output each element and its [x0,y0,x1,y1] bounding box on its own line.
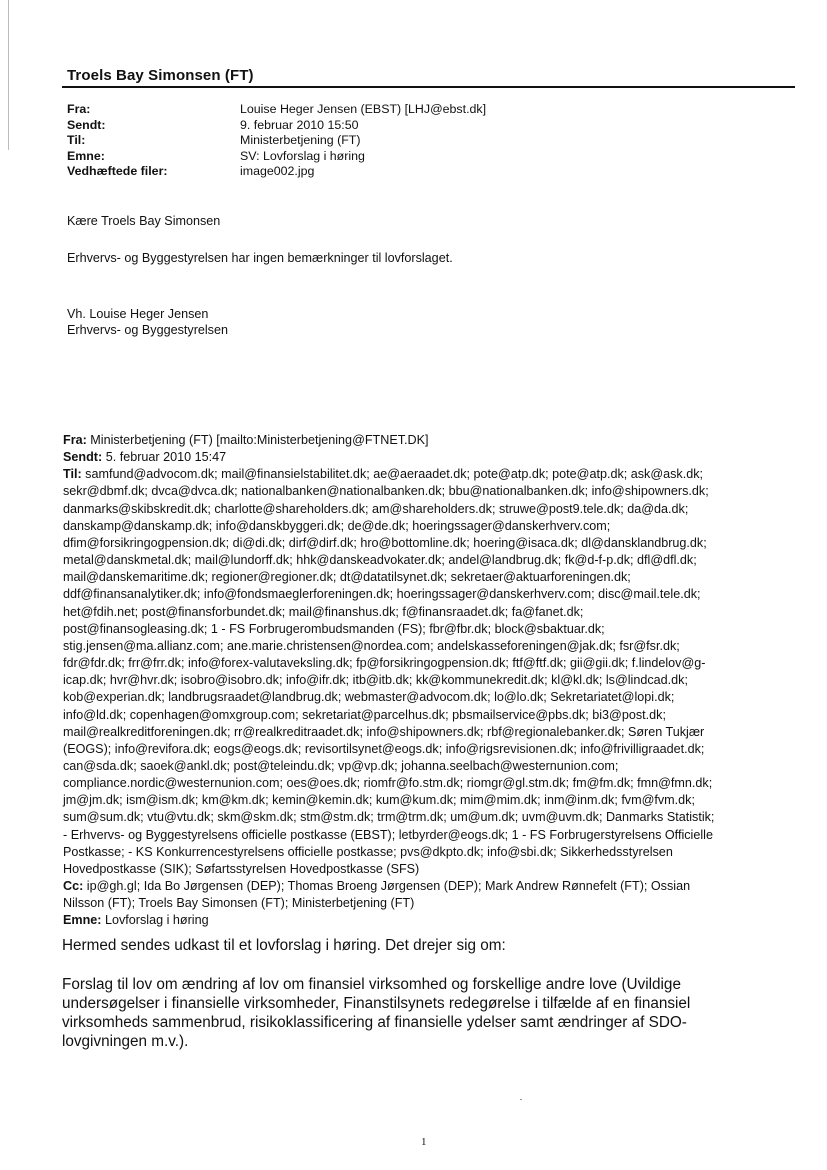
cc-line: Cc: ip@gh.gl; Ida Bo Jørgensen (DEP); Thomas Broeng Jørgensen (DEP); Mark Andrew Rønnefelt (FT); Ossian [63,879,691,894]
page-number: 1 [421,1136,427,1148]
cc-line: Nilsson (FT); Troels Bay Simonsen (FT); Ministerbetjening (FT) [63,896,415,911]
recipient-line: Postkasse; - KS Konkurrencestyrelsens officielle postkasse; pvs@dkpto.dk; info@sbi.dk; Sikkerhedsstyrelsen [63,844,673,859]
recipient-line: kob@experian.dk; landbrugsraadet@landbrug.dk; webmaster@advocom.dk; lo@lo.dk; Sekretariatet@lopi.dk; [63,690,675,705]
header-value: Louise Heger Jensen (EBST) [LHJ@ebst.dk] [240,102,487,116]
reply-greeting: Kære Troels Bay Simonsen [67,214,221,228]
header-label: Til: [67,133,86,148]
recipient-line: info@ld.dk; copenhagen@omxgroup.com; sekretariat@parcelhus.dk; pbsmailservice@pbs.dk; bi3@post.dk; [63,707,666,722]
email-header [67,102,486,180]
header-row-sent [67,118,486,134]
recipient-line: Til: samfund@advocom.dk; mail@finansielstabilitet.dk; ae@aeraadet.dk; pote@atp.dk; pote@atp.dk; ask@ask.dk; [63,467,704,482]
recipient-line: sum@sum.dk; vtu@vtu.dk; skm@skm.dk; stm@stm.dk; trm@trm.dk; um@um.dk; uvm@uvm.dk; Danmarks Statistik; [63,810,715,825]
page-title: Troels Bay Simonsen (FT) [67,67,254,84]
reply-message: Erhvervs- og Byggestyrelsen har ingen bemærkninger til lovforslaget. [67,251,453,265]
recipient-line: fdr@fdr.dk; frr@frr.dk; info@forex-valutaveksling.dk; fp@forsikringogpension.dk; ftf@ftf.dk; gii@gii.dk; f.lindelov@g- [63,656,706,671]
proposal-text [62,975,802,1051]
header-row-from [67,102,486,118]
recipient-line: metal@danskmetal.dk; mail@lundorff.dk; hhk@danskeadvokater.dk; andel@landbrug.dk; fk@d-f-p.dk; dfl@dfl.dk; [63,553,697,568]
forwarded-sent: Sendt: 5. februar 2010 15:47 [63,450,227,465]
recipient-line: ddf@finansanalytiker.dk; info@fondsmaeglerforeningen.dk; hoeringssager@danskerhverv.com; disc@mail.tele.dk; [63,587,701,602]
recipient-line: sekr@dbmf.dk; dvca@dvca.dk; nationalbanken@nationalbanken.dk; bbu@nationalbanken.dk; info@shipowners.dk; [63,484,709,499]
header-label: Sendt: [67,117,106,132]
reply-sign-off: Vh. Louise Heger Jensen [67,307,209,321]
recipient-line: mail@danskemaritime.dk; regioner@regioner.dk; dt@datatilsynet.dk; sekretaer@aktuarforeningen.dk; [63,570,631,585]
reply-sign-org: Erhvervs- og Byggestyrelsen [67,323,228,337]
header-label: Vedhæftede filer: [67,164,168,179]
proposal-line: Forslag til lov om ændring af lov om finansiel virksomhed og forskellige andre love (Uvildige [62,976,681,993]
header-label: Fra: [67,102,91,116]
recipient-line: het@fdih.net; post@finansforbundet.dk; mail@finanshus.dk; f@finansraadet.dk; fa@fanet.dk; [63,604,584,619]
recipient-line: - Erhvervs- og Byggestyrelsens officielle postkasse (EBST); letbyrder@eogs.dk; 1 - FS Forbrugerstyrelsens Officielle [63,827,713,842]
recipient-line: danmarks@skibskredit.dk; charlotte@shareholders.dk; am@shareholders.dk; struwe@post9.tele.dk; da@da.dk; [63,501,689,516]
recipient-line: dfim@forsikringogpension.dk; di@di.dk; dirf@dirf.dk; hro@bottomline.dk; hoering@isaca.dk; dl@dansklandbrug.dk; [63,535,707,550]
title-divider [62,86,795,88]
recipient-line: mail@realkreditforeningen.dk; rr@realkreditraadet.dk; info@shipowners.dk; rbf@regionalebanker.dk; Søren Tukjær [63,724,705,739]
scan-edge-line [8,0,9,150]
recipient-line: Hovedpostkasse (SIK); Søfartsstyrelsen Hovedpostkasse (SFS) [63,861,420,876]
forwarded-to [63,466,798,878]
intro-text: Hermed sendes udkast til et lovforslag i høring. Det drejer sig om: [62,937,506,954]
recipient-line: icap.dk; hvr@hvr.dk; isobro@isobro.dk; info@ifr.dk; itb@itb.dk; kk@kommunekredit.dk; kl@kl.dk; ls@lindcad.dk; [63,673,688,688]
forwarded-from: Fra: Ministerbetjening (FT) [mailto:Ministerbetjening@FTNET.DK] [63,433,429,447]
recipient-line: jm@jm.dk; ism@ism.dk; km@km.dk; kemin@kemin.dk; kum@kum.dk; mim@mim.dk; inm@inm.dk; fvm@fvm.dk; [63,793,695,808]
forwarded-cc [63,878,798,912]
recipient-line: compliance.nordic@westernunion.com; oes@oes.dk; riomfr@fo.stm.dk; riomgr@gl.stm.dk; fm@fm.dk; fmn@fmn.dk; [63,776,713,791]
header-row-attachments [67,164,486,180]
recipient-line: can@sda.dk; saoek@ankl.dk; post@teleindu.dk; vp@vp.dk; johanna.seelbach@westernunion.com; [63,758,619,773]
header-value: SV: Lovforslag i høring [240,148,365,163]
header-value: Ministerbetjening (FT) [240,133,361,148]
header-row-to [67,133,486,149]
recipient-line: danskamp@danskamp.dk; info@danskbyggeri.dk; de@de.dk; hoeringssager@danskerhverv.com; [63,518,611,533]
header-label: Emne: [67,148,105,163]
recipient-line: (EOGS); info@revifora.dk; eogs@eogs.dk; revisortilsynet@eogs.dk; info@rigsrevisionen.dk; info@frivilligraadet.dk; [63,741,705,756]
forwarded-header [63,432,798,930]
proposal-line: virksomheds sammenbrud, risikoklassificering af finansielle ydelser samt ændringer af SDO- [62,1014,687,1031]
proposal-line: lovgivningen m.v.). [62,1033,189,1050]
recipient-line: stig.jensen@ma.allianz.com; ane.marie.christensen@nordea.com; andelskasseforeningen@jak.dk; fsr@fsr.dk; [63,638,680,653]
scan-speck [520,1099,522,1100]
forwarded-subject: Emne: Lovforslag i høring [63,913,209,928]
attachment-filename: image002.jpg [240,164,315,179]
recipient-line: post@finansogleasing.dk; 1 - FS Forbrugerombudsmanden (FS); fbr@fbr.dk; block@sbaktuar.dk; [63,621,605,636]
header-value: 9. februar 2010 15:50 [240,117,359,132]
header-row-subject [67,149,486,165]
proposal-line: undersøgelser i finansielle virksomheder, Finanstilsynets redegørelse i tilfælde af en finansiel [62,995,691,1012]
